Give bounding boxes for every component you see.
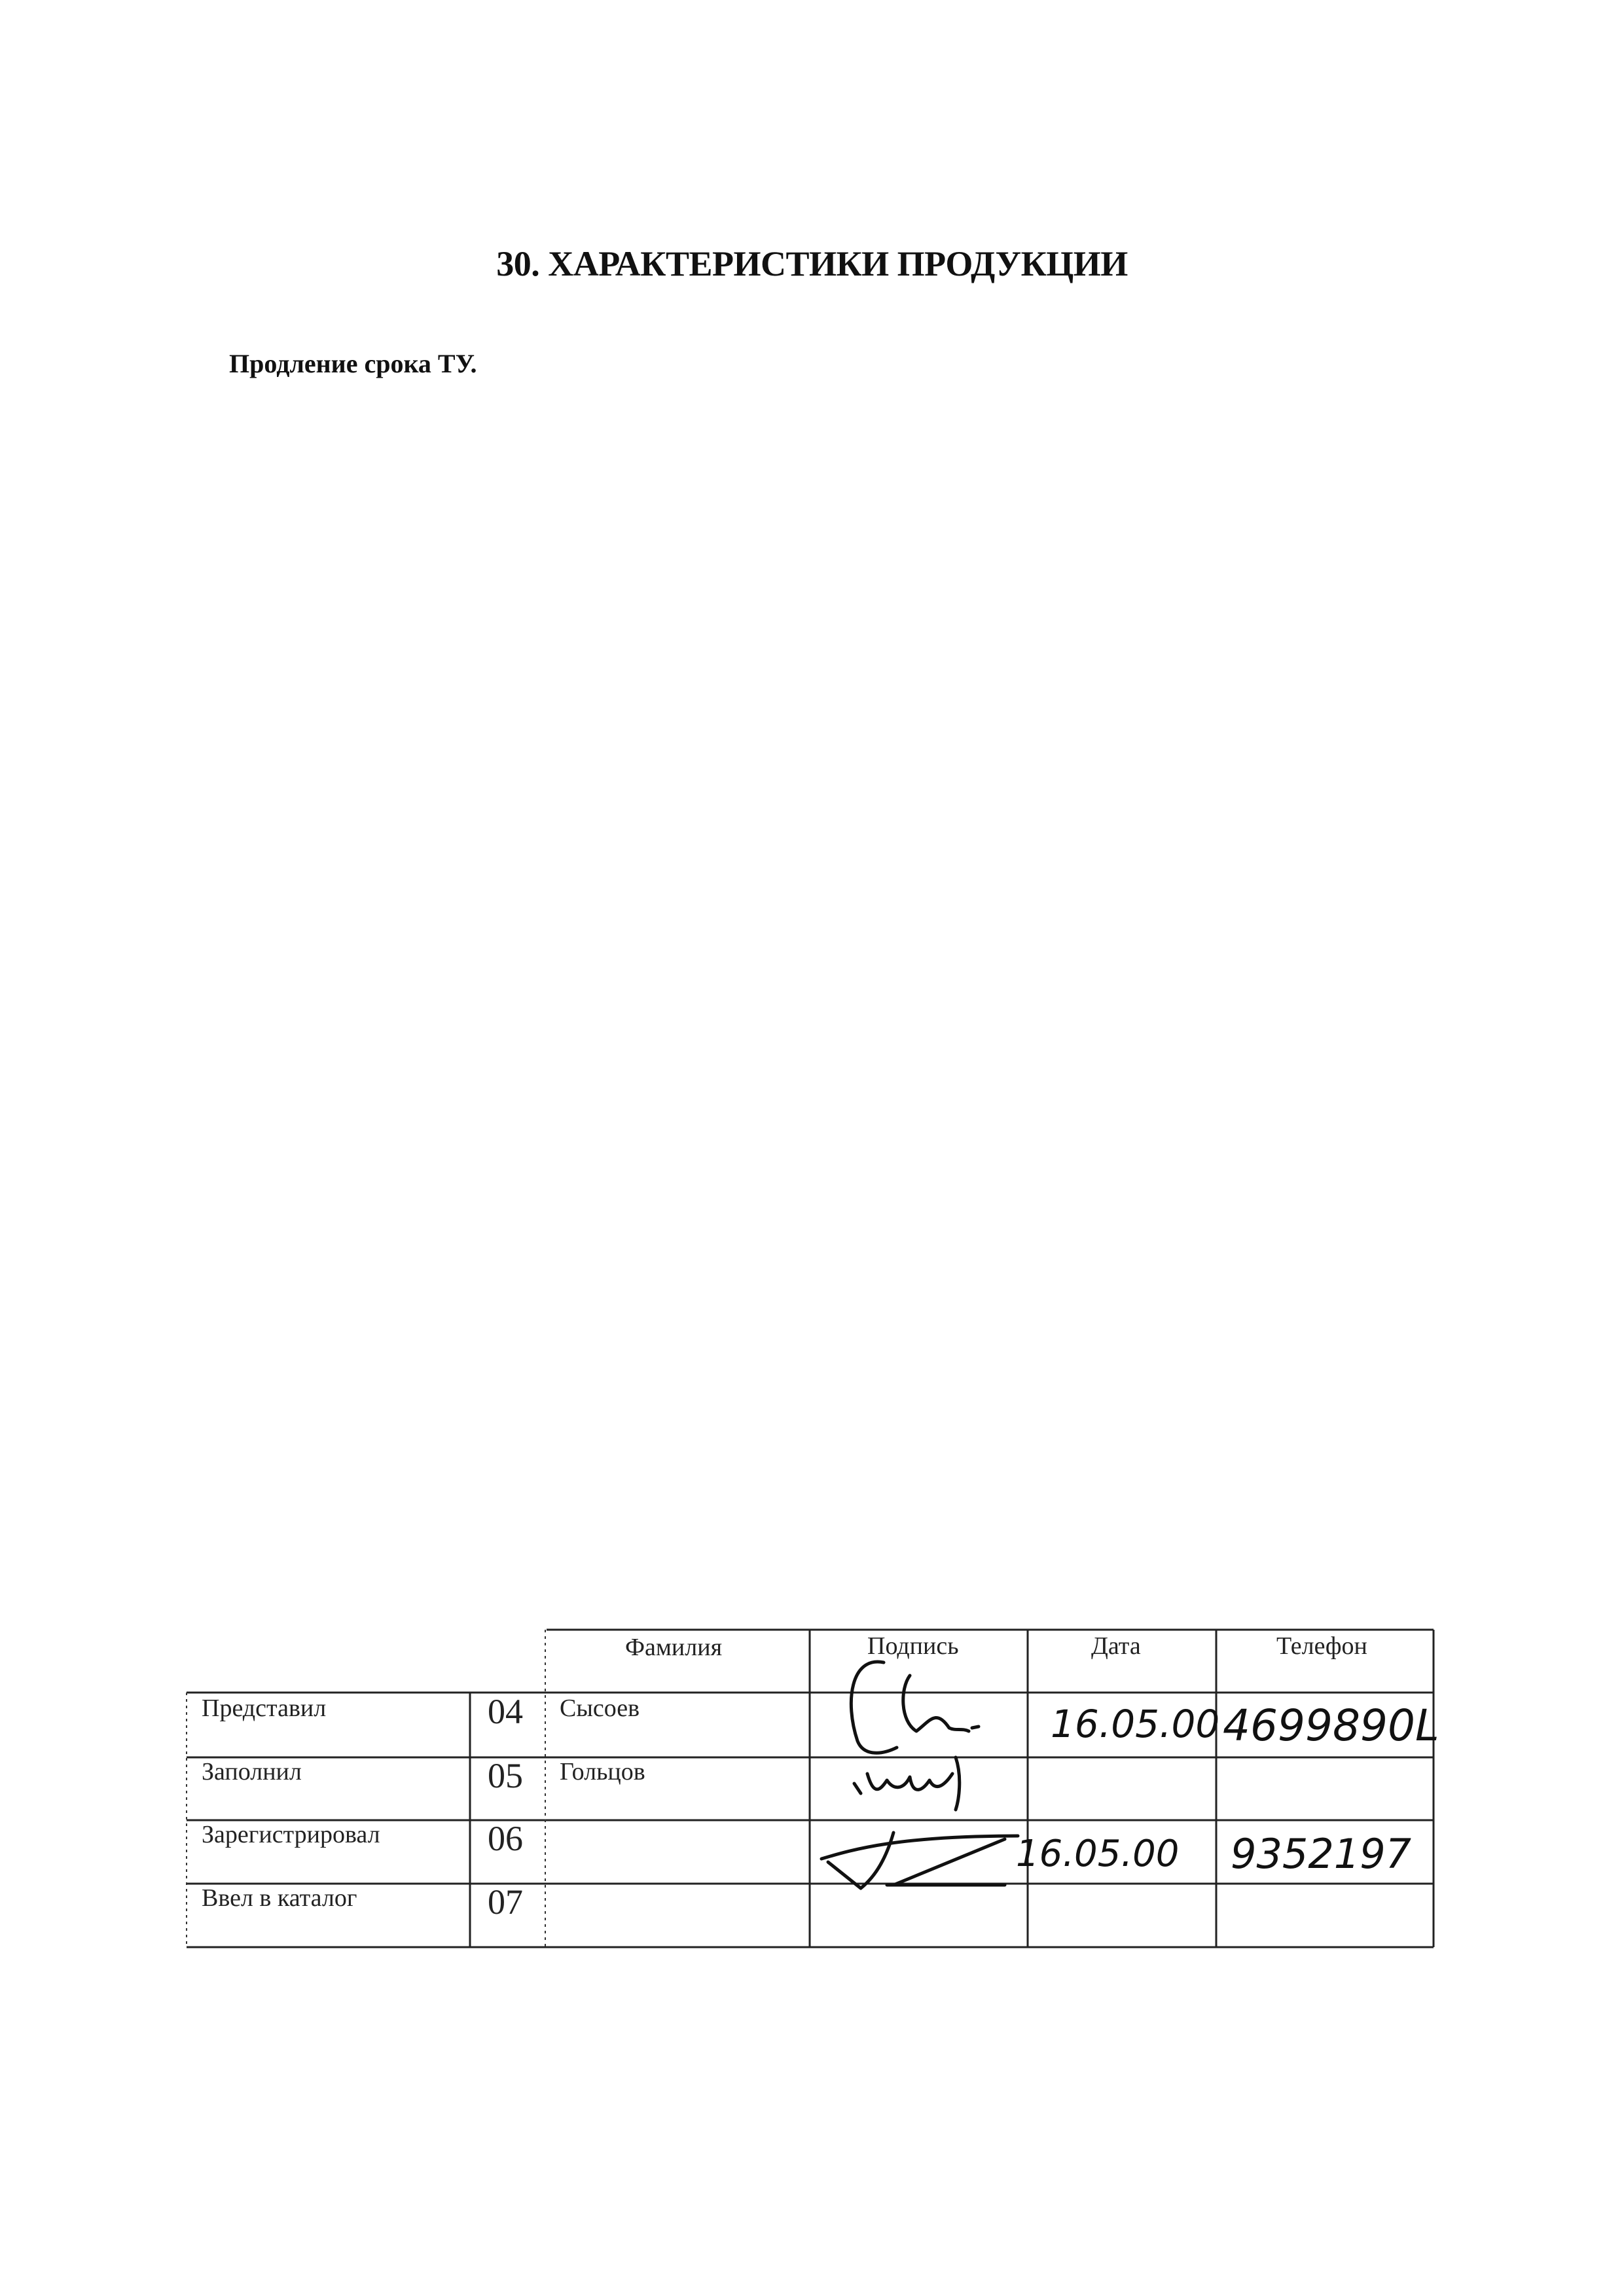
row-code: 05 xyxy=(488,1756,523,1795)
page-subtitle: Продление срока ТУ. xyxy=(229,349,477,378)
row-role: Ввел в каталог xyxy=(202,1884,357,1912)
row-date-handwritten: 16.05.00 xyxy=(1016,1833,1180,1875)
row-phone-handwritten: 9352197 xyxy=(1231,1830,1412,1878)
header-surname: Фамилия xyxy=(625,1634,723,1661)
row-surname: Гольцов xyxy=(560,1758,645,1785)
page-title: 30. ХАРАКТЕРИСТИКИ ПРОДУКЦИИ xyxy=(496,244,1128,283)
row-code: 04 xyxy=(488,1692,523,1731)
row-role: Представил xyxy=(202,1695,327,1722)
row-code: 06 xyxy=(488,1819,523,1858)
signature-row3-image xyxy=(808,1823,1044,1901)
row-role: Заполнил xyxy=(202,1758,302,1785)
header-signature: Подпись xyxy=(867,1632,959,1660)
signature-row2-image xyxy=(841,1744,998,1816)
row-surname: Сысоев xyxy=(560,1695,640,1722)
header-phone: Телефон xyxy=(1276,1632,1367,1660)
row-date-handwritten: 16.05.00 xyxy=(1051,1702,1220,1746)
row-role: Зарегистрировал xyxy=(202,1821,380,1848)
row-phone-handwritten: 4699890L xyxy=(1223,1700,1439,1751)
row-code: 07 xyxy=(488,1882,523,1922)
header-date: Дата xyxy=(1091,1632,1141,1660)
